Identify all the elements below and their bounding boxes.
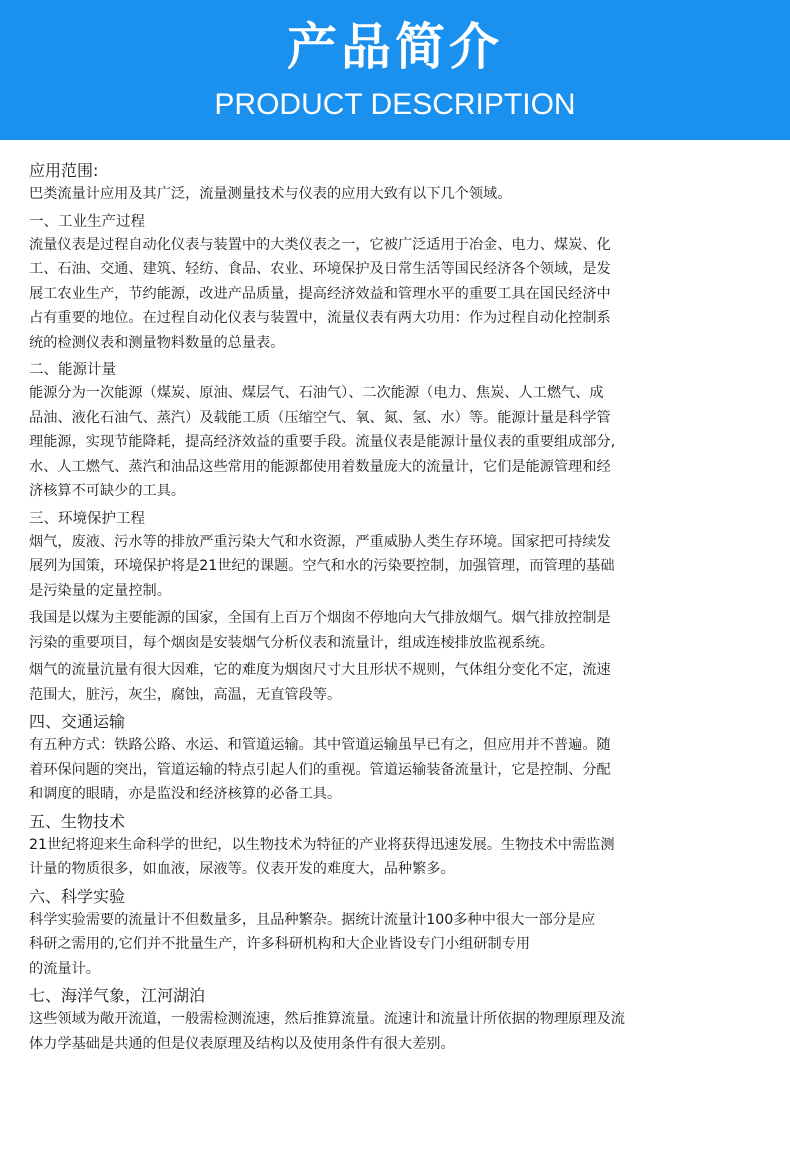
paragraph-line: 济核算不可缺少的工具。 bbox=[29, 483, 186, 499]
paragraph-line: 这些领域为敞开流道，一般需检测流速，然后推算流量。流速计和流量计所依据的物理原理及流 bbox=[29, 1011, 625, 1027]
page-title: 产品简介 bbox=[287, 18, 503, 76]
paragraph-line: 是污染量的定量控制。 bbox=[29, 582, 171, 599]
paragraph-line: 我国是以煤为主要能源的国家，全国有上百万个烟囱不停地向大气排放烟气。烟气排放控制是 bbox=[29, 610, 611, 626]
paragraph-line: 理能源，实现节能降耗，提高经济效益的重要手段。流量仪表是能源计量仪表的重要组成部分, bbox=[29, 434, 616, 450]
paragraph-line: 体力学基础是共通的但是仪表原理及结构以及使用条件有很大差别。 bbox=[29, 1035, 455, 1052]
paragraph-line: 烟气，废液、污水等的排放严重污染大气和水资源，严重威胁人类生存环境。国家把可持续发 bbox=[29, 533, 611, 550]
section bbox=[29, 711, 769, 807]
section-paragraph bbox=[29, 833, 769, 882]
section-paragraph bbox=[29, 908, 769, 982]
paragraph-line: 统的检测仪表和测量物料数量的总量表。 bbox=[29, 334, 285, 351]
application-scope-heading: 应用范围: bbox=[29, 161, 99, 180]
section-title: 六、科学实验 bbox=[29, 886, 126, 906]
paragraph-line: 范围大，脏污，灰尘，腐蚀，高温，无直管段等。 bbox=[29, 686, 342, 703]
paragraph-line: 科研之需用的,它们并不批量生产，许多科研机构和大企业皆设专门小组研制专用 bbox=[29, 936, 531, 952]
section-title: 一、工业生产过程 bbox=[29, 213, 145, 230]
paragraph-line: 着环保问题的突出，管道运输的特点引起人们的重视。管道运输装备流量计，它是控制、分配 bbox=[29, 761, 611, 778]
paragraph-line: 水、人工燃气、蒸汽和油品这些常用的能源都使用着数量庞大的流量计，它们是能源管理和经 bbox=[29, 458, 611, 475]
section-paragraph bbox=[29, 381, 769, 504]
paragraph-line: 展列为国策，环境保护将是21世纪的课题。空气和水的污染要控制，加强管理，而管理的基础 bbox=[29, 558, 615, 574]
paragraph-line: 计量的物质很多，如血液，尿液等。仪表开发的难度大，品种繁多。 bbox=[29, 861, 455, 877]
sections-list bbox=[29, 211, 769, 1057]
section-title: 四、交通运输 bbox=[29, 712, 126, 731]
section-paragraph bbox=[29, 658, 769, 707]
paragraph-line: 和调度的眼睛，亦是监没和经济核算的必备工具。 bbox=[29, 786, 342, 802]
description-body bbox=[29, 160, 769, 1056]
section-paragraph bbox=[29, 1007, 769, 1056]
section-title: 五、生物技术 bbox=[29, 811, 126, 831]
intro-paragraph bbox=[29, 182, 769, 207]
section bbox=[29, 211, 769, 356]
section-paragraph bbox=[29, 233, 769, 356]
title-banner bbox=[0, 0, 790, 140]
paragraph-line: 的流量计。 bbox=[29, 960, 100, 977]
section-paragraph bbox=[29, 606, 769, 655]
section-paragraph bbox=[29, 733, 769, 807]
paragraph-line: 工、石油、交通、建筑、轻纺、食品、农业、环境保护及日常生活等国民经济各个领域，是发 bbox=[29, 261, 611, 277]
paragraph-line: 污染的重要项目，每个烟囱是安装烟气分析仪表和流量计，组成连棱排放监视系统。 bbox=[29, 634, 554, 651]
paragraph-line: 21世纪将迎来生命科学的世纪，以生物技术为特征的产业将获得迅速发展。生物技术中需监测 bbox=[29, 836, 615, 853]
paragraph-line: 流量仪表是过程自动化仪表与装置中的大类仪表之一，它被广泛适用于冶金、电力、煤炭、化 bbox=[29, 236, 611, 253]
paragraph-line: 烟气的流量沆量有很大因难，它的难度为烟囱尺寸大且形状不规则，气体组分变化不定，流速 bbox=[29, 662, 611, 678]
page-subtitle: PRODUCT DESCRIPTION bbox=[214, 88, 576, 121]
paragraph-line: 能源分为一次能源（煤炭、原油、煤层气、石油气）、二次能源（电力、焦炭、人工燃气、成 bbox=[29, 385, 604, 401]
section-title: 三、环境保护工程 bbox=[29, 510, 145, 527]
paragraph-line: 有五种方式：铁路公路、水运、和管道运输。其中管道运输虽早已有之，但应用并不普遍。随 bbox=[29, 737, 611, 753]
section bbox=[29, 508, 769, 708]
paragraph-line: 巴类流量计应用及其广泛，流量测量技术与仪表的应用大致有以下几个领域。 bbox=[29, 186, 512, 202]
section-paragraph bbox=[29, 530, 769, 604]
section bbox=[29, 985, 769, 1056]
paragraph-line: 品油、液化石油气、蒸汽）及载能工质（压缩空气、氧、氮、氢、水）等。能源计量是科学管 bbox=[29, 409, 611, 426]
section bbox=[29, 359, 769, 504]
section bbox=[29, 811, 769, 882]
paragraph-line: 科学实验需要的流量计不但数量多，且品种繁杂。据统计流量计100多种中很大一部分是应 bbox=[29, 911, 596, 928]
description-content bbox=[0, 160, 790, 1056]
paragraph-line: 展工农业生产，节约能源，改进产品质量，提高经济效益和管理水平的重要工具在国民经济中 bbox=[29, 285, 611, 302]
section-title: 七、海洋气象，江河湖泊 bbox=[29, 986, 206, 1005]
section bbox=[29, 886, 769, 982]
section-title: 二、能源计量 bbox=[29, 362, 116, 378]
paragraph-line: 占有重要的地位。在过程自动化仪表与装置中，流量仪表有两大功用：作为过程自动化控制系 bbox=[29, 310, 611, 326]
